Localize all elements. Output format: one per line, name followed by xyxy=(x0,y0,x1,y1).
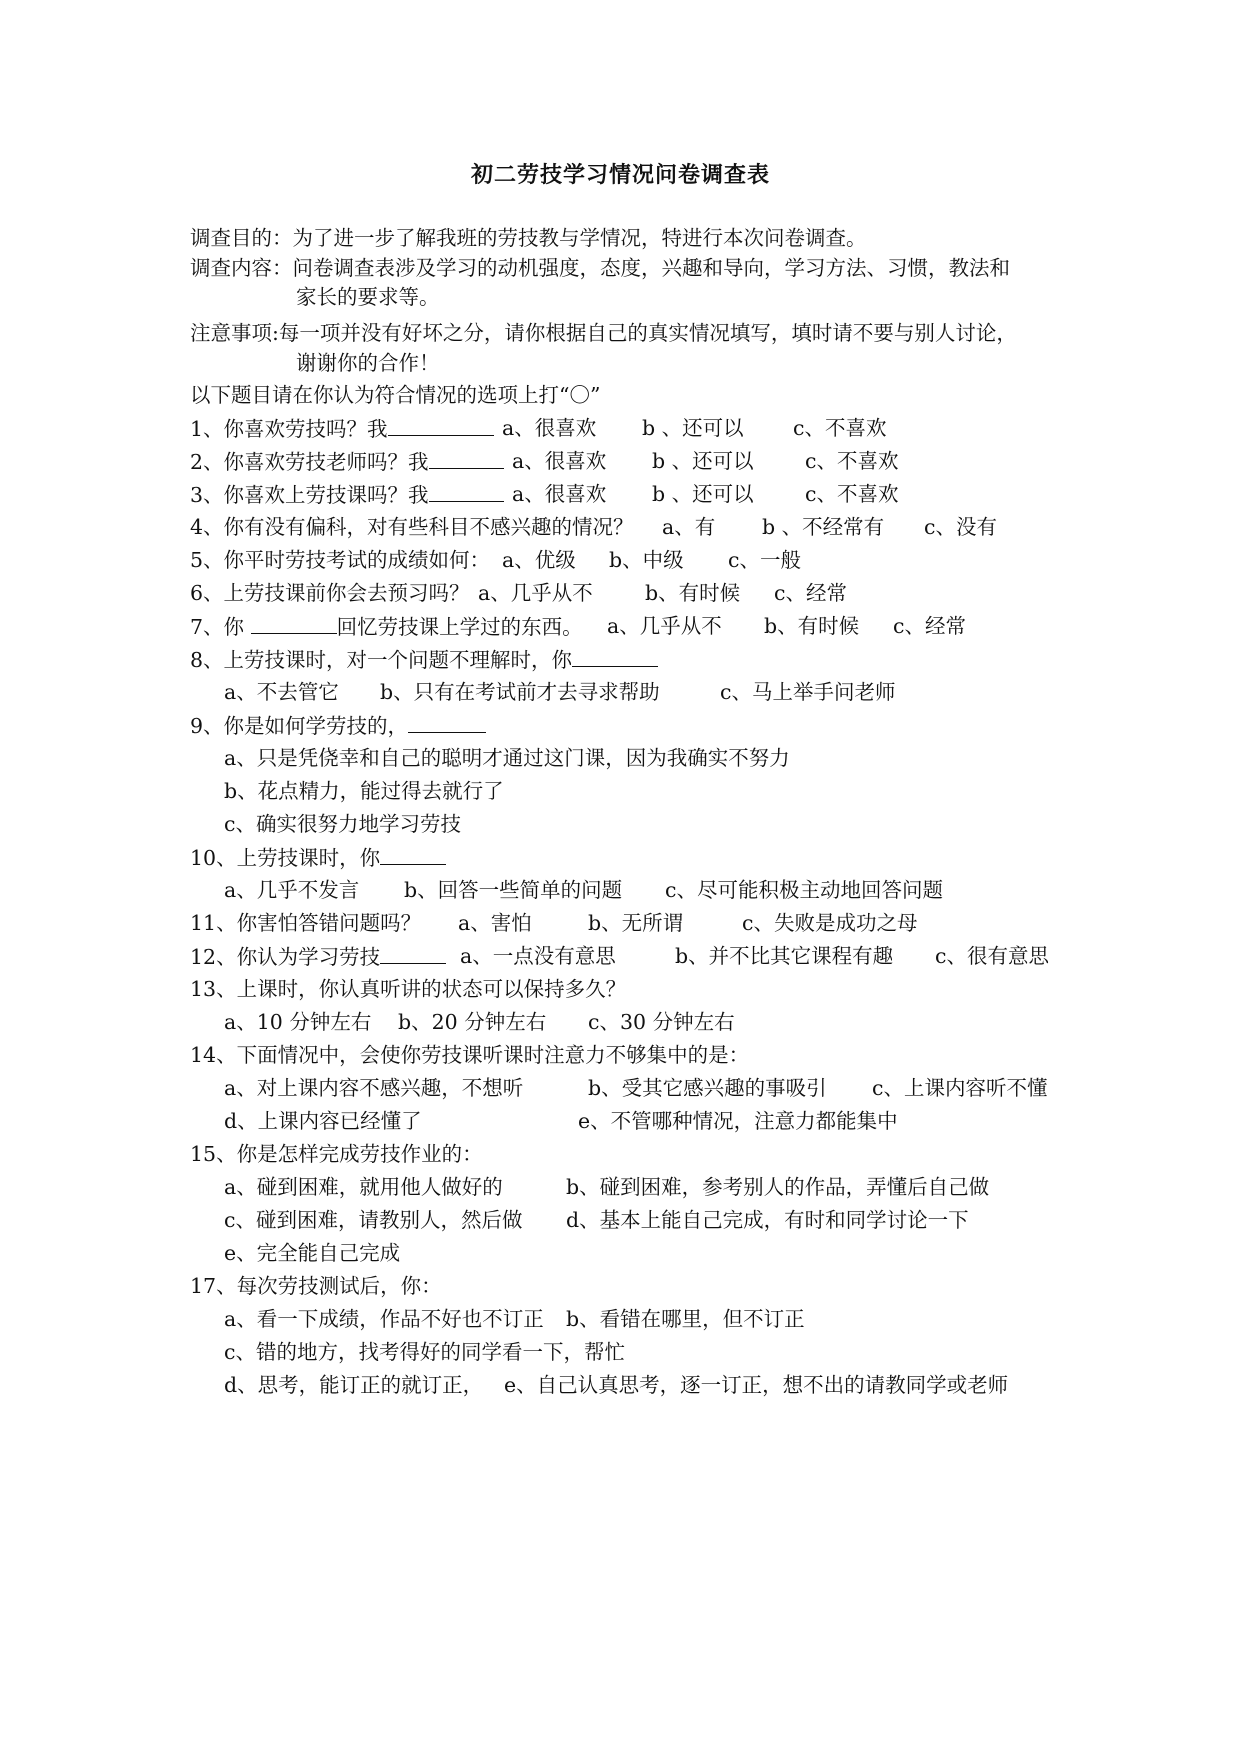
option-c[interactable]: c、失败是成功之母 xyxy=(742,911,918,935)
answer-blank[interactable] xyxy=(429,448,504,469)
question-stem: 3、你喜欢上劳技课吗？我 xyxy=(190,483,429,507)
question-stem: 8、上劳技课时，对一个问题不理解时，你 xyxy=(190,648,573,672)
option-a[interactable]: a、碰到困难，就用他人做好的 xyxy=(224,1175,503,1199)
answer-blank[interactable] xyxy=(408,712,486,733)
option-a[interactable]: a、很喜欢 xyxy=(502,416,597,440)
purpose-line xyxy=(190,225,867,251)
content-text: 问卷调查表涉及学习的动机强度，态度，兴趣和导向，学习方法、习惯，教法和 xyxy=(292,256,1010,280)
option-b[interactable]: b、20 分钟左右 xyxy=(398,1010,547,1034)
answer-blank[interactable] xyxy=(572,646,658,667)
option-a[interactable]: a、对上课内容不感兴趣，不想听 xyxy=(224,1076,524,1100)
option-e[interactable]: e、自己认真思考，逐一订正，想不出的请教同学或老师 xyxy=(504,1373,1009,1397)
purpose-label: 调查目的： xyxy=(190,226,293,250)
option-b[interactable]: b、有时候 xyxy=(764,614,860,638)
option-b[interactable]: b、看错在哪里，但不订正 xyxy=(566,1307,805,1331)
option-b[interactable]: b、并不比其它课程有趣 xyxy=(675,944,894,968)
question-stem: 4、你有没有偏科，对有些科目不感兴趣的情况？ xyxy=(190,515,634,539)
option-a[interactable]: a、很喜欢 xyxy=(512,482,607,506)
option-c[interactable]: c、经常 xyxy=(893,614,966,638)
answer-blank[interactable] xyxy=(380,844,446,865)
option-c[interactable]: c、错的地方，找考得好的同学看一下，帮忙 xyxy=(224,1340,625,1364)
option-c[interactable]: c、没有 xyxy=(924,515,997,539)
option-c[interactable]: c、很有意思 xyxy=(935,944,1049,968)
option-c[interactable]: c、30 分钟左右 xyxy=(588,1010,735,1034)
option-e[interactable]: e、完全能自己完成 xyxy=(224,1241,401,1265)
option-a[interactable]: a、有 xyxy=(662,515,716,539)
notes-label: 注意事项: xyxy=(190,321,279,345)
option-b[interactable]: b、中级 xyxy=(609,548,684,572)
option-c[interactable]: c、不喜欢 xyxy=(793,416,887,440)
option-b[interactable]: b 、不经常有 xyxy=(762,515,885,539)
notes-text: 每一项并没有好坏之分，请你根据自己的真实情况填写，填时请不要与别人讨论， xyxy=(278,321,1017,345)
option-d[interactable]: d、上课内容已经懂了 xyxy=(224,1109,422,1133)
question-stem: 17、每次劳技测试后，你： xyxy=(190,1274,442,1298)
option-a[interactable]: a、只是凭侥幸和自己的聪明才通过这门课，因为我确实不努力 xyxy=(224,746,790,770)
notes-text-continued: 谢谢你的合作！ xyxy=(296,351,440,375)
content-text-continued: 家长的要求等。 xyxy=(296,285,440,309)
content-line xyxy=(190,255,1010,281)
option-b[interactable]: b、碰到困难，参考别人的作品，弄懂后自己做 xyxy=(566,1175,990,1199)
option-c[interactable]: c、马上举手问老师 xyxy=(720,680,896,704)
option-c[interactable]: c、不喜欢 xyxy=(805,449,899,473)
option-b[interactable]: b 、还可以 xyxy=(652,482,754,506)
question-stem: 10、上劳技课时，你 xyxy=(190,846,381,870)
question-stem: 11、你害怕答错问题吗？ xyxy=(190,911,422,935)
question-stem: 1、你喜欢劳技吗？我 xyxy=(190,417,388,441)
option-a[interactable]: a、几乎从不 xyxy=(478,581,593,605)
question-stem: 5、你平时劳技考试的成绩如何： xyxy=(190,548,491,572)
option-b[interactable]: b、无所谓 xyxy=(588,911,684,935)
option-c[interactable]: c、不喜欢 xyxy=(805,482,899,506)
answer-blank[interactable] xyxy=(251,613,337,634)
answer-blank[interactable] xyxy=(388,415,494,436)
content-label: 调查内容： xyxy=(190,256,293,280)
instruction-line: 以下题目请在你认为符合情况的选项上打“〇” xyxy=(190,383,601,407)
option-a[interactable]: a、一点没有意思 xyxy=(460,944,616,968)
option-a[interactable]: a、很喜欢 xyxy=(512,449,607,473)
option-b[interactable]: b、有时候 xyxy=(645,581,741,605)
question-stem: 6、上劳技课前你会去预习吗？ xyxy=(190,581,470,605)
answer-blank[interactable] xyxy=(429,481,504,502)
option-b[interactable]: b 、还可以 xyxy=(652,449,754,473)
option-a[interactable]: a、几乎从不 xyxy=(607,614,722,638)
question-stem: 13、上课时，你认真听讲的状态可以保持多久？ xyxy=(190,977,627,1001)
option-b[interactable]: b 、还可以 xyxy=(642,416,744,440)
answer-blank[interactable] xyxy=(380,943,446,964)
option-b[interactable]: b、回答一些简单的问题 xyxy=(404,878,623,902)
option-a[interactable]: a、不去管它 xyxy=(224,680,339,704)
option-b[interactable]: b、花点精力，能过得去就行了 xyxy=(224,779,504,803)
notes-line xyxy=(190,320,1017,346)
option-c[interactable]: c、一般 xyxy=(728,548,801,572)
option-e[interactable]: e、不管哪种情况，注意力都能集中 xyxy=(578,1109,898,1133)
option-d[interactable]: d、思考，能订正的就订正， xyxy=(224,1373,484,1397)
option-c[interactable]: c、上课内容听不懂 xyxy=(872,1076,1048,1100)
option-c[interactable]: c、经常 xyxy=(774,581,847,605)
option-a[interactable]: a、害怕 xyxy=(458,911,532,935)
option-b[interactable]: b、只有在考试前才去寻求帮助 xyxy=(380,680,660,704)
question-stem: 9、你是如何学劳技的， xyxy=(190,714,409,738)
option-a[interactable]: a、优级 xyxy=(502,548,576,572)
page-title: 初二劳技学习情况问卷调查表 xyxy=(470,162,770,188)
option-d[interactable]: d、基本上能自己完成，有时和同学讨论一下 xyxy=(566,1208,969,1232)
question-stem-pre: 7、你 xyxy=(190,615,245,639)
option-c[interactable]: c、确实很努力地学习劳技 xyxy=(224,812,461,836)
option-c[interactable]: c、碰到困难，请教别人，然后做 xyxy=(224,1208,523,1232)
option-b[interactable]: b、受其它感兴趣的事吸引 xyxy=(588,1076,827,1100)
question-stem: 15、你是怎样完成劳技作业的： xyxy=(190,1142,483,1166)
question-stem-post: 回忆劳技课上学过的东西。 xyxy=(336,615,583,639)
option-c[interactable]: c、尽可能积极主动地回答问题 xyxy=(665,878,943,902)
question-stem: 2、你喜欢劳技老师吗？我 xyxy=(190,450,429,474)
question-stem: 12、你认为学习劳技 xyxy=(190,945,381,969)
purpose-text: 为了进一步了解我班的劳技教与学情况，特进行本次问卷调查。 xyxy=(292,226,867,250)
option-a[interactable]: a、几乎不发言 xyxy=(224,878,360,902)
option-a[interactable]: a、10 分钟左右 xyxy=(224,1010,372,1034)
question-stem: 14、下面情况中，会使你劳技课听课时注意力不够集中的是： xyxy=(190,1043,750,1067)
option-a[interactable]: a、看一下成绩，作品不好也不订正 xyxy=(224,1307,544,1331)
